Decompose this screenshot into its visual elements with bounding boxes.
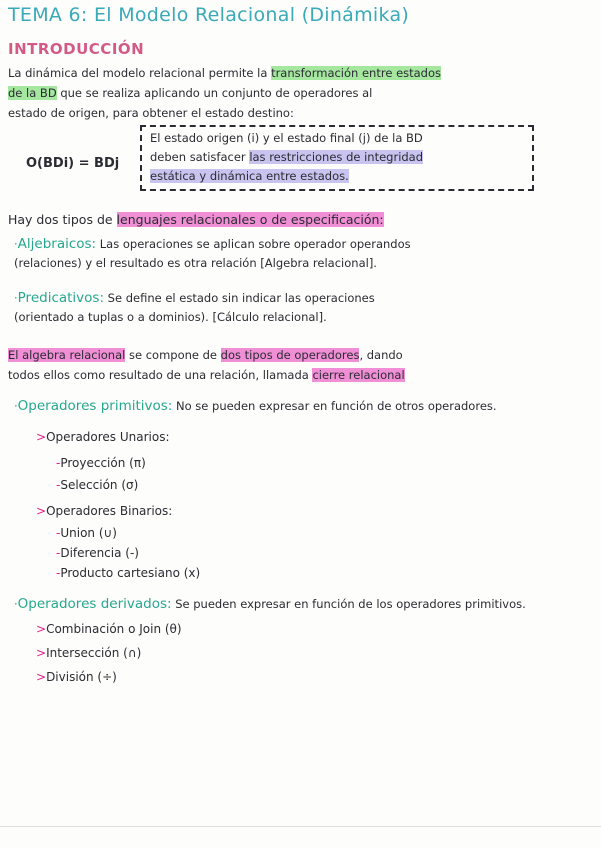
page-title: TEMA 6: El Modelo Relacional (Dinámika) [8,4,410,26]
section-heading: INTRODUCCIÓN [8,40,145,58]
box-line-1: El estado origen (i) y el estado final (j) de la BD [150,131,423,145]
highlight-transformacion: transformación entre estados [271,66,442,80]
highlight-dos-tipos: dos tipos de operadores [220,348,360,362]
highlight-algebra: El algebra relacional [8,348,126,362]
intro-line-1: La dinámica del modelo relacional permite la transformación entre estados [8,66,442,80]
derivados-line: ·Operadores derivados: Se pueden expresar en función de los operadores primitivos. [14,596,526,612]
op-diferencia: -Diferencia (-) [56,546,139,560]
algebra-line-1: El algebra relacional se compone de dos tipos de operadores, dando [8,348,403,362]
algebraicos-line-1: ·Aljebraicos: Las operaciones se aplican sobre operador operandos [14,236,411,252]
primitivos-line: ·Operadores primitivos: No se pueden expresar en función de otros operadores. [14,398,497,414]
algebraicos-line-2: (relaciones) y el resultado es otra relación [Algebra relacional]. [14,256,377,270]
term-predicativos: Predicativos: [17,290,105,306]
predicativos-line-2: (orientado a tuplas o a dominios). [Cálculo relacional]. [14,310,327,324]
page-bottom-rule [0,826,601,827]
dashed-note-box [140,125,534,191]
highlight-estatica: estática y dinámica entre estados. [150,169,349,183]
languages-line: Hay dos tipos de lenguajes relacionales o de especificación: [8,212,384,227]
highlight-lenguajes: lenguajes relacionales o de especificación: [116,212,384,227]
formula: O(BDi) = BDj [26,156,120,171]
predicativos-line-1: ·Predicativos: Se define el estado sin indicar las operaciones [14,290,375,306]
binarios-heading: >Operadores Binarios: [36,504,173,518]
highlight-bd: de la BD [8,86,57,100]
box-line-2: deben satisfacer las restricciones de integridad [150,150,424,164]
highlight-cierre: cierre relacional [312,368,405,382]
unarios-heading: >Operadores Unarios: [36,430,170,444]
op-proyeccion: -Proyección (π) [56,456,146,470]
term-algebraicos: Aljebraicos: [17,236,97,252]
op-seleccion: -Selección (σ) [56,478,139,492]
box-line-3 [150,169,349,183]
op-union: -Union (∪) [56,526,117,540]
intro-line-2: de la BD que se realiza aplicando un conjunto de operadores al [8,86,373,100]
op-combinacion: >Combinación o Join (θ) [36,622,182,636]
term-primitivos: Operadores primitivos: [17,398,173,414]
op-division: >División (÷) [36,670,117,684]
op-interseccion: >Intersección (∩) [36,646,142,660]
intro-line-3: estado de origen, para obtener el estado destino: [8,106,294,120]
highlight-restricciones: las restricciones de integridad [249,150,424,164]
op-producto: -Producto cartesiano (x) [56,566,201,580]
term-derivados: Operadores derivados: [17,596,172,612]
algebra-line-2: todos ellos como resultado de una relación, llamada cierre relacional [8,368,405,382]
